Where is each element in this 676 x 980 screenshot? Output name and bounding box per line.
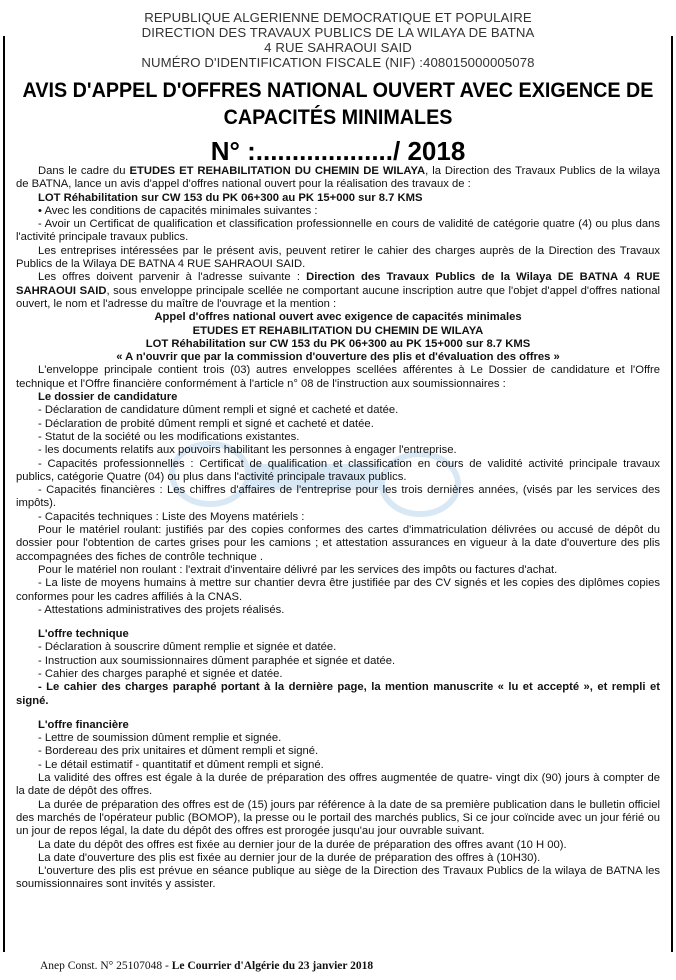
- technical-item: - Cahier des charges paraphé et signée et datée.: [38, 667, 283, 680]
- header-line-direction: DIRECTION DES TRAVAUX PUBLICS DE LA WILAYA DE BATNA: [141, 25, 535, 40]
- intro-text-c: , la Direction des Travaux Publics de la wilaya de BATNA, lance un avis d'appel d'offres national ouvert pour la réalisation des travaux de :: [16, 165, 660, 191]
- condition-certificate: - Avoir un Certificat de qualification et classification professionnelle en cours de validité de catégorie quatre (4) ou plus dans l'activité principale travaux publics.: [16, 218, 660, 244]
- submission-text-a: Les offres doivent parvenir à l'adresse suivante :: [38, 271, 307, 284]
- candidature-item: - Capacités professionnelles : Certificat de qualification et classification en cours de validité activité principale travaux publics, catégorie Quatre (04) ou plus dans l'activité principale travaux publics.: [16, 457, 660, 483]
- section-gap: [16, 617, 660, 628]
- non-rolling-equipment-paragraph: Pour le matériel non roulant : l'extrait d'inventaire délivré par les services des impôts ou factures d'achat.: [38, 563, 558, 576]
- publication-footer: [40, 960, 373, 972]
- notice-number: N° :.................../ 2018: [210, 136, 466, 166]
- conditions-line: • Avec les conditions de capacités minimales suivantes :: [38, 204, 318, 217]
- lot-line: LOT Réhabilitation sur CW 153 du PK 06+300 au PK 15+000 sur 8.7 KMS: [38, 191, 423, 204]
- notice-title: AVIS D'APPEL D'OFFRES NATIONAL OUVERT AVEC EXIGENCE DE CAPACITÉS MINIMALES: [22, 79, 654, 129]
- candidature-heading: Le dossier de candidature: [38, 391, 178, 404]
- closing-paragraph: La validité des offres est égale à la durée de préparation des offres augmentée de quatre- vingt dix (90) jours à compter de la date de dépôt des offres.: [16, 772, 660, 798]
- technical-item: - Déclaration à souscrire dûment remplie et signée et datée.: [38, 641, 337, 654]
- candidature-item: - Capacités financières : Les chiffres d'affaires de l'entreprise pour les trois dernières années, (visés par les services des impôts).: [16, 484, 660, 510]
- candidature-item: - Déclaration de candidature dûment rempli et signé et cacheté et datée.: [38, 404, 399, 417]
- closing-paragraph: L'ouverture des plis est prévue en séance publique au siège de la Direction des Travaux Publics de la wilaya de BATNA les soumissionnaires sont invités y assister.: [16, 865, 660, 891]
- financial-item: - Le détail estimatif - quantitatif et dûment rempli et signé.: [38, 758, 324, 771]
- technical-offer-heading: L'offre technique: [38, 628, 129, 641]
- mention-line-3: LOT Réhabilitation sur CW 153 du PK 06+300 au PK 15+000 sur 8.7 KMS: [145, 337, 531, 350]
- mention-line-1: Appel d'offres national ouvert avec exigence de capacités minimales: [154, 311, 522, 324]
- candidature-item: - Capacités techniques : Liste des Moyens matériels :: [38, 510, 305, 523]
- closing-paragraph: La date du dépôt des offres est fixée au dernier jour de la durée de préparation des offres avant (10 H 00).: [38, 838, 567, 851]
- mention-line-4: « A n'ouvrir que par la commission d'ouverture des plis et d'évaluation des offres »: [116, 351, 560, 364]
- closing-paragraph: La durée de préparation des offres est de (15) jours par référence à la date de sa première publication dans le bulletin officiel des marchés de l'opérateur public (BOMOP), la presse ou le portail des marchés publics, Si ce jour coïncide avec un jour férié ou un jour de repos légal, la date du dépôt des offres est prorogée jusqu'au jour ouvrable suivant.: [16, 798, 660, 838]
- submission-text-c: , sous enveloppe principale scellée ne comportant aucune inscription autre que l'objet d'appel d'offres national ouvert, le nom et l'adresse du maître de l'ouvrage et la mention :: [16, 284, 661, 310]
- envelope-paragraph: L'enveloppe principale contient trois (03) autres enveloppes scellées afférentes à Le Dossier de candidature et l'Offre technique et l'Offre financière conformément à l'article n° 08 de l'instruction aux soumissionnaires :: [16, 364, 660, 390]
- attestations-line: - Attestations administratives des projets réalisés.: [38, 603, 285, 616]
- submission-address: Direction des Travaux Publics de la Wilaya DE BATNA 4 RUE SAHRAOUI SAID: [16, 271, 661, 297]
- header-line-republic: REPUBLIQUE ALGERIENNE DEMOCRATIQUE ET POPULAIRE: [144, 10, 532, 25]
- withdraw-paragraph: Les entreprises intéressées par le présent avis, peuvent retirer le cahier des charges auprès de la Direction des Travaux Publics de la Wilaya DE BATNA 4 RUE SAHRAOUI SAID.: [16, 244, 660, 271]
- header-line-address: 4 RUE SAHRAOUI SAID: [264, 40, 412, 55]
- intro-paragraph: [16, 165, 660, 192]
- financial-item: - Bordereau des prix unitaires et dûment rempli et signé.: [38, 745, 319, 758]
- technical-item: - Instruction aux soumissionnaires dûment paraphée et signée et datée.: [38, 654, 396, 667]
- human-resources-paragraph: - La liste de moyens humains à mettre sur chantier devra être justifiée par des CV signés et les copies des diplômes copies conformes pour les cadres affiliés à la CNAS.: [16, 577, 660, 603]
- notice-body: [16, 165, 660, 892]
- technical-item-bold: - Le cahier des charges paraphé portant à la dernière page, la mention manuscrite « lu et accepté », et rempli et signé.: [16, 681, 660, 707]
- section-gap: [16, 708, 660, 719]
- intro-text-a: Dans le cadre du: [38, 165, 130, 177]
- intro-project: ETUDES ET REHABILITATION DU CHEMIN DE WILAYA: [129, 165, 426, 177]
- closing-paragraph: La date d'ouverture des plis est fixée au dernier jour de la durée de préparation des offres à (10H30).: [38, 851, 541, 864]
- financial-offer-heading: L'offre financière: [38, 718, 129, 731]
- candidature-item: - les documents relatifs aux pouvoirs habilitant les personnes à engager l'entreprise.: [38, 444, 457, 457]
- financial-item: - Lettre de soumission dûment remplie et signée.: [38, 732, 282, 745]
- anep-reference: Anep Const. N° 25107048 -: [40, 960, 172, 972]
- publication-source: Le Courrier d'Algérie du 23 janvier 2018: [171, 960, 374, 972]
- candidature-item: - Déclaration de probité dûment rempli et signé et cacheté et datée.: [38, 417, 374, 430]
- submission-paragraph: [16, 271, 660, 311]
- rolling-equipment-paragraph: Pour le matériel roulant: justifiés par des copies conformes des cartes d'immatriculation délivrées ou accusé de dépôt du dossier pour l'obtention de cartes grises pour les camions ; et attestation assurances en vigueur à la date d'ouverture des plis accompagnées des fiches de contrôle technique .: [16, 524, 660, 563]
- header-line-nif: NUMÉRO D'IDENTIFICATION FISCALE (NIF) :408015000005078: [141, 55, 535, 70]
- candidature-item: - Statut de la société ou les modifications existantes.: [38, 430, 300, 443]
- mention-line-2: ETUDES ET REHABILITATION DU CHEMIN DE WILAYA: [192, 324, 484, 337]
